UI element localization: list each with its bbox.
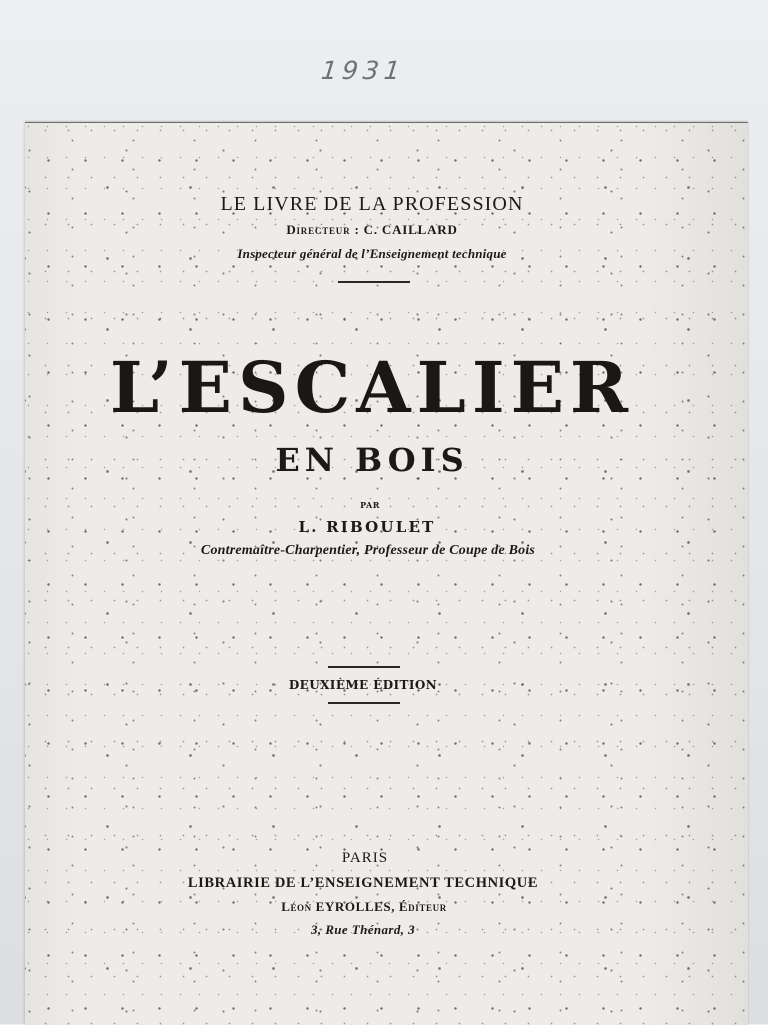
imprint-city: PARIS <box>341 850 389 866</box>
imprint-address: 3, Rue Thénard, 3 <box>311 922 415 937</box>
header-divider-rule <box>338 281 410 283</box>
imprint-publisher: LIBRAIRIE DE L’ENSEIGNEMENT TECHNIQUE <box>187 875 539 891</box>
edition-statement: DEUXIÈME ÉDITION <box>288 678 438 692</box>
series-director: Directeur : C. CAILLARD <box>286 222 458 237</box>
series-title: LE LIVRE DE LA PROFESSION <box>220 193 524 215</box>
imprint-editor: Léon EYROLLES, Éditeur <box>281 899 447 914</box>
handwritten-year-annotation: 1931 <box>319 56 407 85</box>
book-subtitle: EN BOIS <box>275 441 469 479</box>
book-title: L’ESCALIER <box>109 346 635 429</box>
author-by-label: PAR <box>360 500 380 510</box>
edition-bottom-rule <box>328 702 400 704</box>
edition-top-rule <box>328 666 400 668</box>
director-position: Inspecteur général de l’Enseignement technique <box>237 246 507 261</box>
author-name: L. RIBOULET <box>298 518 436 536</box>
author-credentials: Contremaître-Charpentier, Professeur de Coupe de Bois <box>200 543 536 558</box>
